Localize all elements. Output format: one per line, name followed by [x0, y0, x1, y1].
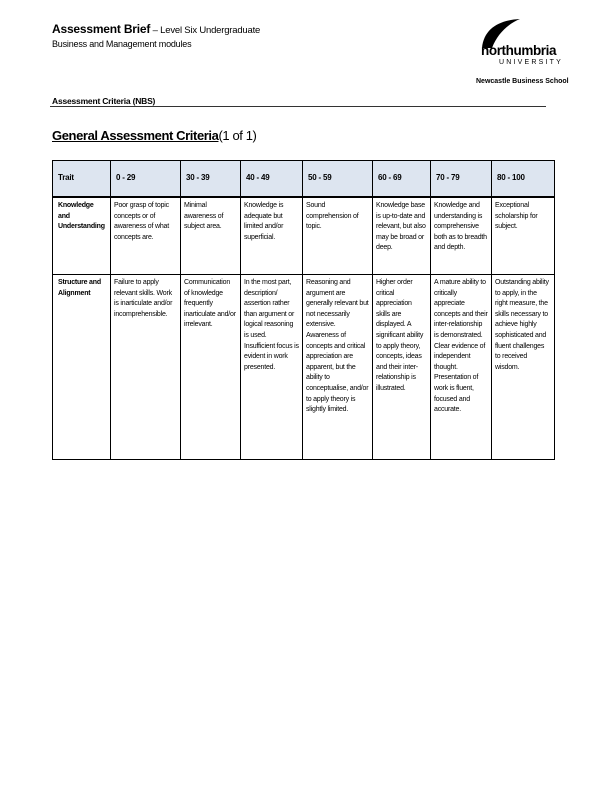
criteria-cell: Communication of knowledge frequently inarticulate and/or irrelevant.	[181, 275, 241, 460]
document-title-rest: – Level Six Undergraduate	[150, 25, 261, 36]
column-header: 60 - 69	[373, 161, 431, 198]
trait-cell: Structure and Alignment	[53, 275, 111, 460]
criteria-cell: Higher order critical appreciation skills are displayed. A significant ability to apply theory, concepts, ideas and their inter-relationship is illustrated.	[373, 275, 431, 460]
page-title-main: General Assessment Criteria	[52, 128, 219, 143]
school-name: Newcastle Business School	[476, 78, 569, 85]
logo-wordmark: northumbria	[481, 43, 557, 58]
criteria-cell: Knowledge is adequate but limited and/or superficial.	[241, 197, 303, 275]
criteria-cell: Knowledge and understanding is comprehensive both as to breadth and depth.	[431, 197, 492, 275]
document-header	[52, 22, 260, 50]
criteria-cell: Reasoning and argument are generally relevant but not necessarily extensive. Awareness of concepts and critical appreciation are apparent, but the ability to conceptualise, and/or to apply theory is slightly limited.	[303, 275, 373, 460]
document-subtitle: Business and Management modules	[52, 39, 192, 49]
section-label: Assessment Criteria (NBS)	[52, 96, 156, 106]
criteria-cell: Exceptional scholarship for subject.	[492, 197, 555, 275]
table-header-row	[53, 161, 555, 198]
column-header: 80 - 100	[492, 161, 555, 198]
trait-cell: Knowledge and Understanding	[53, 197, 111, 275]
assessment-criteria-table	[52, 160, 555, 460]
document-title-bold: Assessment Brief	[52, 22, 151, 36]
column-header: Trait	[53, 161, 111, 198]
column-header: 50 - 59	[303, 161, 373, 198]
column-header: 70 - 79	[431, 161, 492, 198]
header-divider	[50, 106, 546, 107]
column-header: 0 - 29	[111, 161, 181, 198]
criteria-cell: Outstanding ability to apply, in the right measure, the skills necessary to achieve highly sophisticated and fluent challenges to received wisdom.	[492, 275, 555, 460]
column-header: 40 - 49	[241, 161, 303, 198]
criteria-cell: Sound comprehension of topic.	[303, 197, 373, 275]
table-row	[53, 275, 555, 460]
criteria-cell: Failure to apply relevant skills. Work is inarticulate and/or incomprehensible.	[111, 275, 181, 460]
criteria-cell: Knowledge base is up-to-date and relevant, but also may be broad or deep.	[373, 197, 431, 275]
university-logo	[470, 14, 562, 66]
criteria-cell: A mature ability to critically appreciate concepts and their inter-relationship is demonstrated. Clear evidence of independent thought. Presentation of work is fluent, focused and accurate.	[431, 275, 492, 460]
column-header: 30 - 39	[181, 161, 241, 198]
logo-university: UNIVERSITY	[499, 59, 564, 66]
page-title-suffix: (1 of 1)	[218, 128, 257, 143]
page-title	[52, 128, 256, 143]
criteria-cell: In the most part, description/ assertion rather than argument or logical reasoning is used. Insufficient focus is evident in work presented.	[241, 275, 303, 460]
criteria-cell: Poor grasp of topic concepts or of awareness of what concepts are.	[111, 197, 181, 275]
criteria-cell: Minimal awareness of subject area.	[181, 197, 241, 275]
document-title	[52, 22, 260, 38]
table-row	[53, 197, 555, 275]
